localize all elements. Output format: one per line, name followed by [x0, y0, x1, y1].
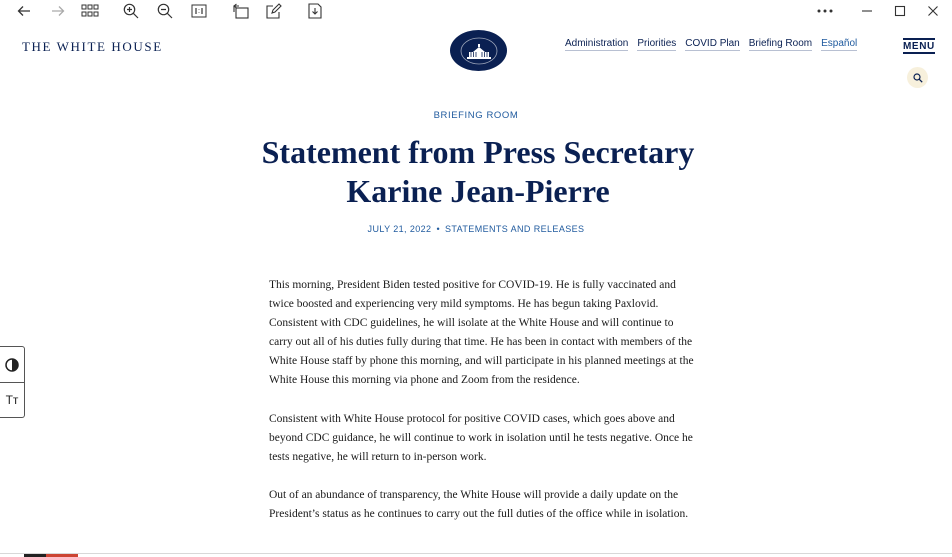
accessibility-widget [0, 346, 25, 418]
nav-administration[interactable]: Administration [565, 38, 629, 49]
more-icon[interactable] [815, 1, 835, 21]
paragraph: This morning, President Biden tested positive for COVID-19. He is fully vaccinated and twice boosted and experiencing very mild symptoms. He has begun taking Paxlovid. Consistent with CDC guidelines, he will isolate at the White House and will continue to carry out all of his duties fully during that time. He has been in contact with members of the White House staff by phone this morning, and will participate in his planned meetings at the White House this morning via phone and Zoom from the residence. [269, 279, 694, 387]
close-icon[interactable] [923, 1, 943, 21]
article-date: JULY 21, 2022 [367, 224, 432, 234]
nav-briefing-room[interactable]: Briefing Room [748, 38, 813, 49]
meta-separator: • [436, 224, 441, 234]
section-eyebrow[interactable]: BRIEFING ROOM [433, 110, 519, 121]
nav-priorities[interactable]: Priorities [637, 38, 677, 49]
page-title [200, 133, 756, 211]
zoom-out-icon[interactable] [155, 1, 175, 21]
contrast-icon [5, 358, 19, 372]
grid-icon[interactable] [80, 1, 100, 21]
search-button[interactable] [907, 67, 928, 88]
edit-icon[interactable] [264, 1, 284, 21]
nav-covid-plan[interactable]: COVID Plan [685, 38, 740, 49]
text-size-button[interactable] [0, 382, 24, 417]
maximize-icon[interactable] [890, 1, 910, 21]
viewer-toolbar [0, 0, 952, 22]
paragraph: Consistent with White House protocol for positive COVID cases, which goes above and beyond CDC guidance, he will continue to work in isolation until he tests negative. Once he tests negative, he will return to in-person work. [269, 412, 693, 463]
menu-button[interactable]: MENU [903, 38, 935, 54]
main-navigation [565, 38, 866, 51]
article-meta [0, 224, 952, 234]
contrast-toggle-button[interactable] [0, 347, 24, 382]
actual-size-icon[interactable] [189, 1, 209, 21]
forward-arrow-icon[interactable] [48, 1, 68, 21]
paragraph: Out of an abundance of transparency, the White House will provide a daily update on the President’s status as he continues to carry out the full duties of the office while in isolation. [269, 488, 689, 520]
rotate-icon[interactable] [231, 1, 251, 21]
download-icon[interactable] [305, 1, 325, 21]
site-name-link[interactable]: THE WHITE HOUSE [22, 39, 163, 54]
minimize-icon[interactable] [857, 1, 877, 21]
article-category-link[interactable]: STATEMENTS AND RELEASES [445, 224, 585, 234]
text-size-icon: Tт [5, 393, 19, 407]
search-icon [913, 73, 923, 83]
bottom-divider [0, 553, 952, 554]
title-line-2: Karine Jean-Pierre [346, 173, 610, 209]
back-arrow-icon[interactable] [14, 1, 34, 21]
nav-espanol[interactable]: Español [821, 38, 858, 49]
title-line-1: Statement from Press Secretary [261, 134, 695, 170]
article-body [269, 276, 699, 543]
zoom-in-icon[interactable] [121, 1, 141, 21]
white-house-seal-icon[interactable] [450, 30, 507, 71]
